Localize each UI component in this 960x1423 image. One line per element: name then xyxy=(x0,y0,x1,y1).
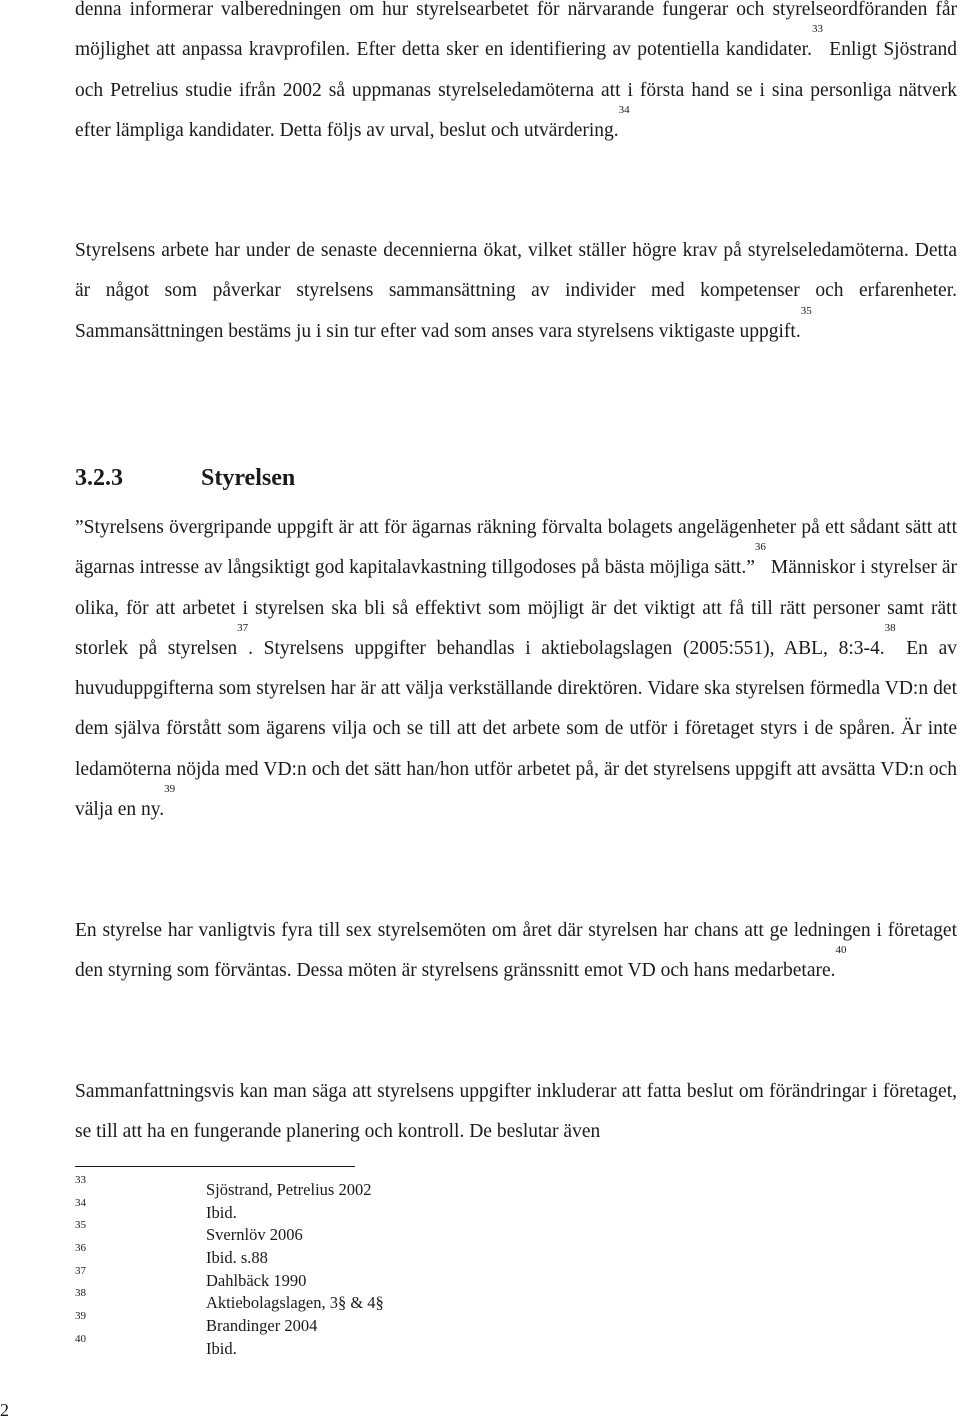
footnote-text: Ibid. xyxy=(206,1338,237,1358)
footnote-number: 40 xyxy=(75,1332,86,1345)
footnote-number: 35 xyxy=(75,1219,86,1232)
footnote-text: Ibid. xyxy=(206,1202,237,1222)
paragraph-board-tasks xyxy=(75,508,957,830)
paragraph-text: ”Styrelsens övergripande uppgift är att för ägarnas räkning förvalta bolagets angelägenheter på ett sådant sätt att ägarnas intresse av långsiktigt god kapitalavkastning tillgodoses på bästa möjliga sätt.” xyxy=(75,517,957,579)
footnote-item xyxy=(75,1287,675,1313)
paragraph-text: En styrelse har vanligtvis fyra till sex styrelsemöten om året där styrelsen har chans att ge ledningen i företaget den styrning som förväntas. Dessa möten är styrelsens gränssnitt emot VD och hans medarbetare. xyxy=(75,920,957,982)
footnote-number: 36 xyxy=(75,1242,86,1255)
section-number: 3.2.3 xyxy=(75,465,123,491)
footnote-number: 34 xyxy=(75,1196,86,1209)
paragraph-text: denna informerar valberedningen om hur styrelsearbetet för närvarande fungerar och styrelseordföranden får möjlighet att anpassa kravprofilen. Efter detta sker en identifiering av potentiella kandidater. xyxy=(75,0,957,61)
paragraph-nomination-process xyxy=(75,0,957,151)
footnote-text: Ibid. s.88 xyxy=(206,1248,268,1268)
footnote-reference[interactable]: 39 xyxy=(164,783,176,796)
footnote-item xyxy=(75,1310,675,1336)
footnote-item xyxy=(75,1219,675,1245)
footnote-text: Sjöstrand, Petrelius 2002 xyxy=(206,1180,372,1199)
footnote-number: 37 xyxy=(75,1264,86,1277)
footnote-number: 39 xyxy=(75,1310,86,1323)
footnotes-list xyxy=(75,1174,675,1356)
paragraph-summary xyxy=(75,1072,957,1153)
footnote-separator xyxy=(75,1166,355,1167)
section-title: Styrelsen xyxy=(201,465,296,491)
page-number: 2 xyxy=(0,1400,9,1420)
footnote-text: Brandinger 2004 xyxy=(206,1316,318,1336)
footnote-reference[interactable]: 36 xyxy=(754,541,766,554)
section-heading xyxy=(75,461,295,495)
footnote-reference[interactable]: 38 xyxy=(884,621,896,634)
footnote-number: 33 xyxy=(75,1174,86,1186)
footnote-item xyxy=(75,1242,675,1268)
footnote-item xyxy=(75,1174,675,1197)
footnote-item xyxy=(75,1265,675,1288)
paragraph-text: Enligt Sjöstrand och Petrelius studie ifrån 2002 så uppmanas styrelseledamöterna att i första hand se i sina personliga nätverk efter lämpliga kandidater. Detta följs av urval, beslut och utvärdering. xyxy=(75,39,957,141)
paragraph-text: Styrelsens arbete har under de senaste decennierna ökat, vilket ställer högre krav på styrelseledamöterna. Detta är något som påverkar styrelsens sammansättning av individer med kompetenser och erfarenheter. Sammansättningen bestäms ju i sin tur efter vad som anses vara styrelsens viktigaste uppgift. xyxy=(75,240,957,342)
footnote-text: Dahlbäck 1990 xyxy=(206,1270,307,1290)
footnote-reference[interactable]: 40 xyxy=(835,944,847,957)
paragraph-text: . Styrelsens uppgifter behandlas i aktiebolagslagen (2005:551), ABL, 8:3-4. xyxy=(248,637,885,659)
footnote-item xyxy=(75,1197,675,1220)
paragraph-text: Människor i styrelser är olika, för att arbetet i styrelsen ska bli så effektivt som möjligt är det viktigt att få till rätt personer samt rätt storlek på styrelsen xyxy=(75,557,957,659)
paragraph-text: En av huvuduppgifterna som styrelsen har är att välja verkställande direktören. Vidare ska styrelsen förmedla VD:n det dem själva förstått som ägarens vilja och se till att det arbete som de utför i företaget styrs i de spåren. Är inte ledamöterna nöjda med VD:n och det sätt han/hon utför arbetet på, är det styrelsens uppgift att avsätta VD:n och välja en ny. xyxy=(75,637,957,821)
paragraph-board-meetings xyxy=(75,911,957,992)
footnote-text: Svernlöv 2006 xyxy=(206,1225,303,1245)
paragraph-board-work xyxy=(75,231,957,352)
footnote-text: Aktiebolagslagen, 3§ & 4§ xyxy=(206,1293,384,1313)
footnote-item xyxy=(75,1333,675,1356)
footnote-number: 38 xyxy=(75,1287,86,1300)
paragraph-text: Sammanfattningsvis kan man säga att styrelsens uppgifter inkluderar att fatta beslut om förändringar i företaget, se till att ha en fungerande planering och kontroll. De beslutar även xyxy=(75,1081,957,1143)
footnote-reference[interactable]: 37 xyxy=(237,621,249,634)
footnote-reference[interactable]: 34 xyxy=(618,103,630,116)
footnote-reference[interactable]: 35 xyxy=(800,304,812,317)
footnote-reference[interactable]: 33 xyxy=(811,23,823,36)
